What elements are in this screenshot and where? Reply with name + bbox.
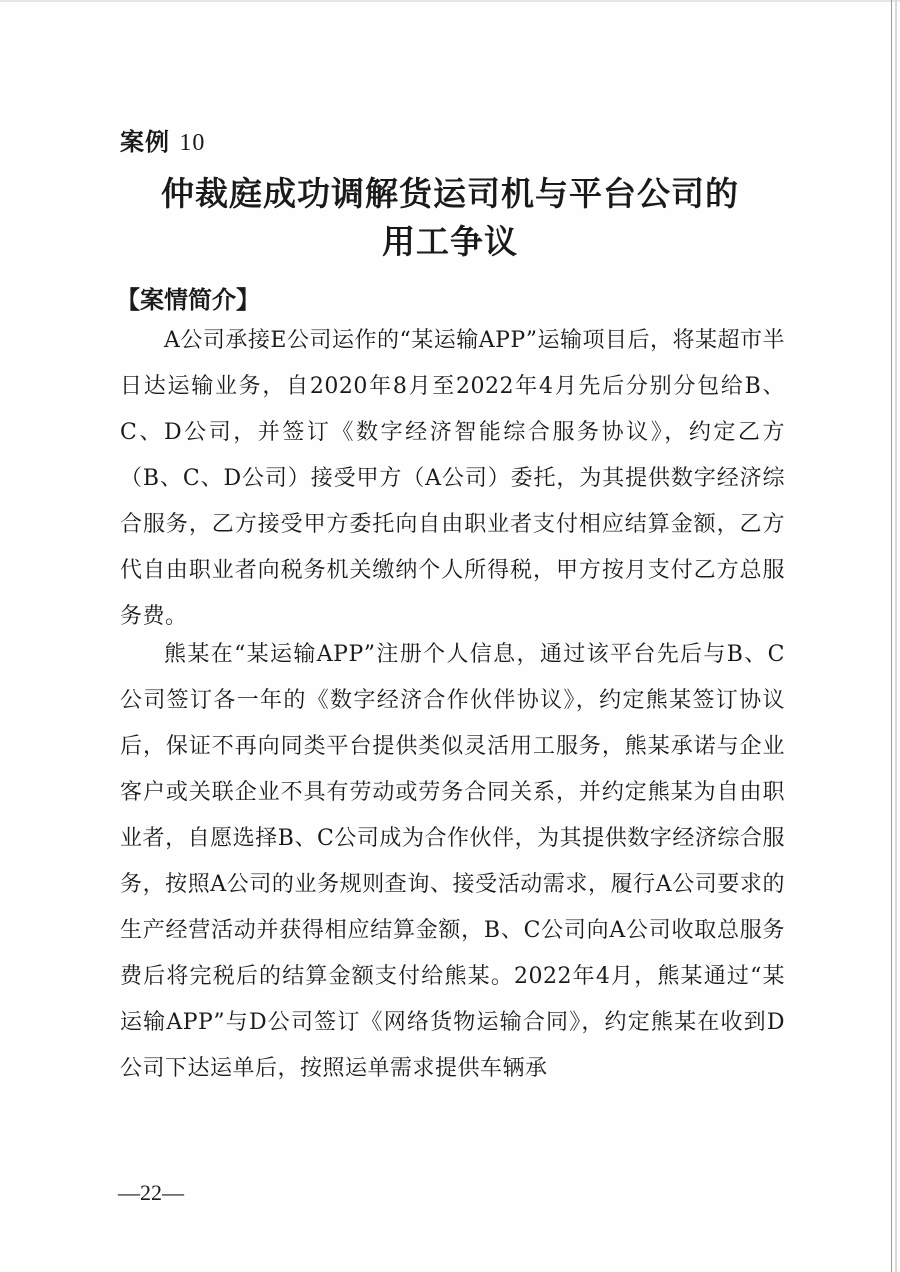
body-paragraph-1: A公司承接E公司运作的“某运输APP”运输项目后，将某超市半日达运输业务，自2020年8月至2022年4月先后分别分包给B、C、D公司，并签订《数字经济智能综合服务协议》，约定乙方（B、C、D公司）接受甲方（A公司）委托，为其提供数字经济综合服务，乙方接受甲方委托向自由职业者支付相应结算金额，乙方代自由职业者向税务机关缴纳个人所得税，甲方按月支付乙方总服务费。 [120,328,785,629]
document-title-line-2: 用工争议 [382,222,518,261]
body-paragraph-2: 熊某在“某运输APP”注册个人信息，通过该平台先后与B、C公司签订各一年的《数字经济合作伙伴协议》，约定熊某签订协议后，保证不再向同类平台提供类似灵活用工服务，熊某承诺与企业客户或关联企业不具有劳动或劳务合同关系，并约定熊某为自由职业者，自愿选择B、C公司成为合作伙伴，为其提供数字经济综合服务，按照A公司的业务规则查询、接受活动需求，履行A公司要求的生产经营活动并获得相应结算金额，B、C公司向A公司收取总服务费后将完税后的结算金额支付给熊某。2022年4月，熊某通过“某运输APP”与D公司签订《网络货物运输合同》，约定熊某在收到D公司下达运单后，按照运单需求提供车辆承 [120,642,785,1081]
case-label-prefix: 案例 [120,128,170,156]
document-title-line-1: 仲裁庭成功调解货运司机与平台公司的 [161,174,739,213]
scan-top-edge [0,0,900,2]
case-label-number: 10 [179,130,206,156]
section-heading-case-summary: 【案情简介】 [116,286,260,314]
scan-right-edge [891,0,892,1272]
case-label [120,122,205,157]
page-number: —22— [118,1180,184,1205]
scan-right-shadow [895,0,897,1272]
